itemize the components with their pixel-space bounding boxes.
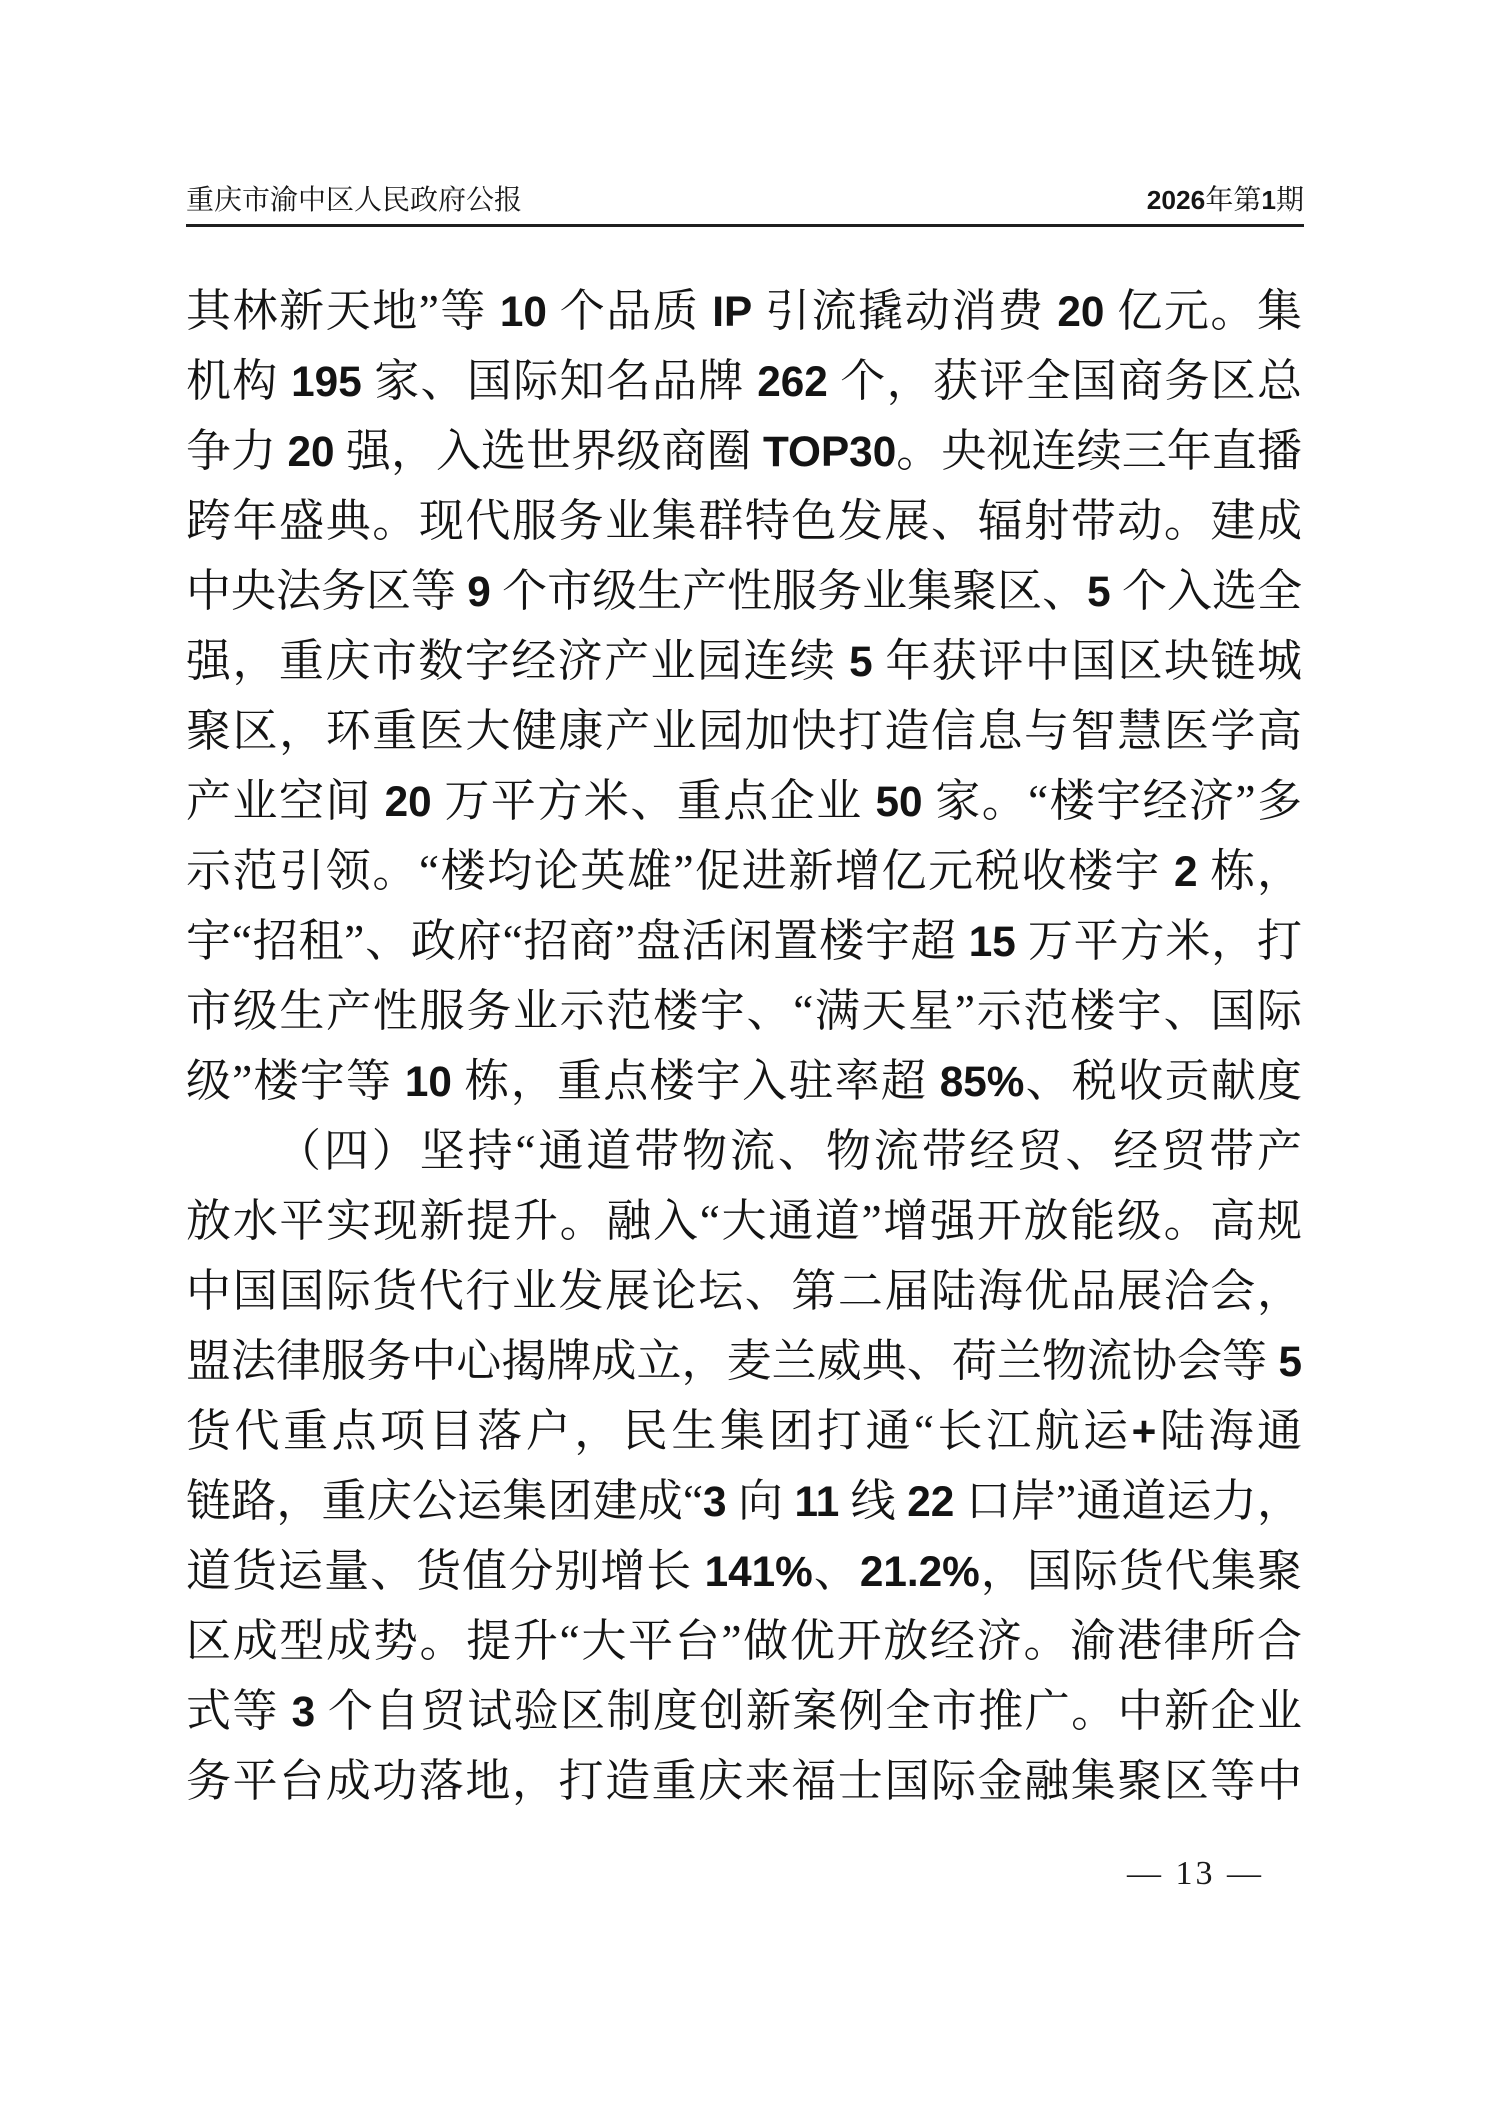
body-line: 务平台成功落地，打造重庆来福士国际金融集聚区等中 [186,1756,1302,1806]
body-line: 宇“招租”、政府“招商”盘活闲置楼宇超 15 万平方米，打 [186,916,1302,966]
body-line: 区成型成势。提升“大平台”做优开放经济。渝港律所合 [186,1616,1302,1666]
body-text-block [186,276,1302,1816]
body-line: 中国国际货代行业发展论坛、第二届陆海优品展洽会， [186,1266,1302,1316]
body-line: 道货运量、货值分别增长 141%、21.2%，国际货代集聚 [186,1546,1302,1596]
body-line: 中央法务区等 9 个市级生产性服务业集聚区、5 个入选全 [186,566,1302,616]
body-line: 争力 20 强，入选世界级商圈 TOP30。央视连续三年直播 [186,426,1302,476]
body-line: 放水平实现新提升。融入“大通道”增强开放能级。高规 [186,1196,1302,1246]
body-line: 市级生产性服务业示范楼宇、“满天星”示范楼宇、国际 [186,986,1302,1036]
body-line: 跨年盛典。现代服务业集群特色发展、辐射带动。建成 [186,496,1302,546]
body-line: 盟法律服务中心揭牌成立，麦兰威典、荷兰物流协会等 5 [186,1336,1302,1386]
body-line: 链路，重庆公运集团建成“3 向 11 线 22 口岸”通道运力， [186,1476,1302,1526]
body-line: 示范引领。“楼均论英雄”促进新增亿元税收楼宇 2 栋， [186,846,1302,896]
body-line: 产业空间 20 万平方米、重点企业 50 家。“楼宇经济”多 [186,776,1302,826]
body-line: （四）坚持“通道带物流、物流带经贸、经贸带产 [276,1126,1302,1176]
body-line: 机构 195 家、国际知名品牌 262 个，获评全国商务区总 [186,356,1302,406]
body-line: 货代重点项目落户，民生集团打通“长江航运+陆海通 [186,1406,1302,1456]
body-line: 聚区，环重医大健康产业园加快打造信息与智慧医学高 [186,706,1302,756]
body-line: 式等 3 个自贸试验区制度创新案例全市推广。中新企业 [186,1686,1302,1736]
header-rule [186,224,1304,227]
publication-title: 重庆市渝中区人民政府公报 [186,185,523,216]
page-header [186,182,1304,219]
body-line: 其林新天地”等 10 个品质 IP 引流撬动消费 20 亿元。集 [186,286,1302,336]
issue-label: 2026年第1期 [1146,185,1304,216]
body-line: 级”楼宇等 10 栋，重点楼宇入驻率超 85%、税收贡献度 [186,1056,1302,1106]
page-number: — 13 — [1127,1855,1264,1892]
body-line: 强，重庆市数字经济产业园连续 5 年获评中国区块链城 [186,636,1302,686]
